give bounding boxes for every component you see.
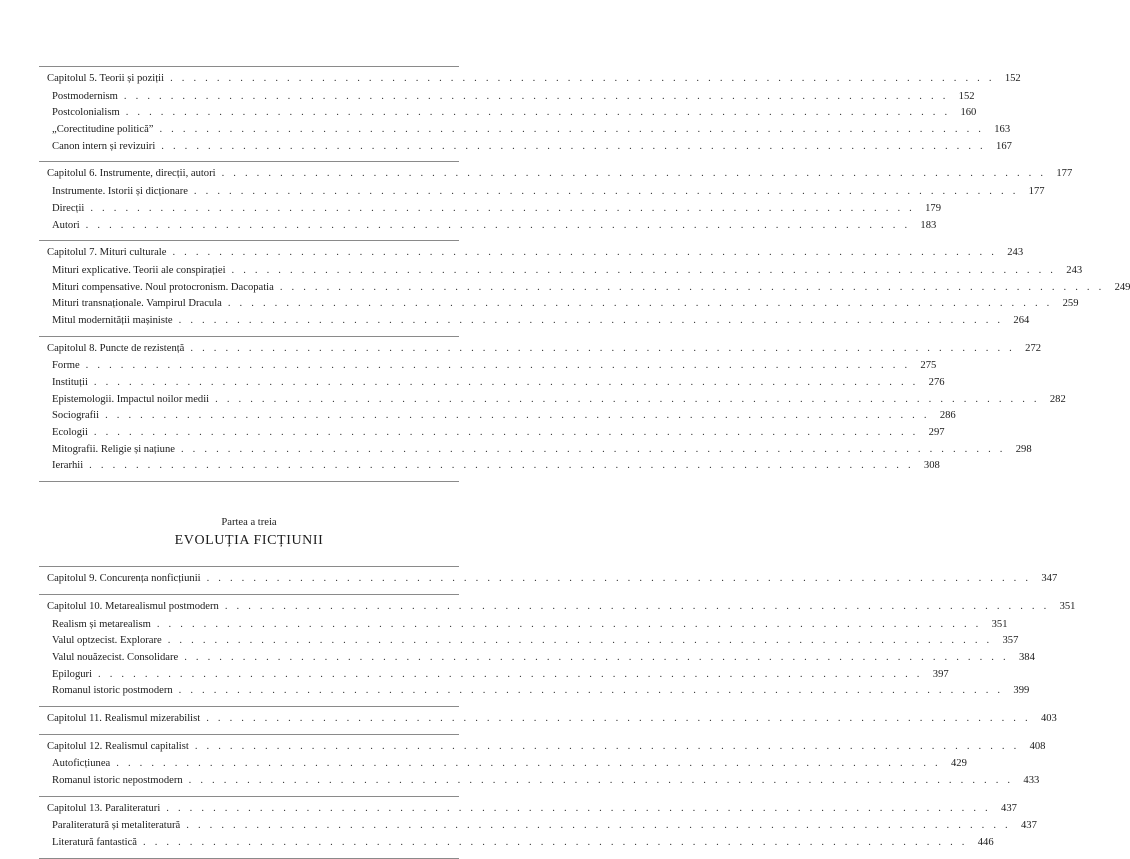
chapter-title: Capitolul 10. Metarealismul postmodern — [47, 600, 219, 612]
page-number: 297 — [928, 427, 945, 439]
subentry-title: Mituri compensative. Noul protocronism. Dacopatia — [52, 281, 274, 293]
page-number: 286 — [939, 410, 956, 422]
page-number: 264 — [1013, 314, 1030, 326]
page-number: 275 — [920, 360, 937, 372]
dot-leader: . . . . . . . . . . . . . . . . . . . . . . . . . . . . . . . . . . . . . . . . . . . . . . . . . . . . . . . . . . . . . . . . . . . . . . . — [172, 247, 998, 259]
page-number: 397 — [932, 668, 949, 680]
subentry-title: Mitografii. Religie și națiune — [52, 443, 175, 455]
subentry-title: Ecologii — [52, 427, 88, 439]
page-number: 163 — [994, 124, 1011, 136]
dot-leader: . . . . . . . . . . . . . . . . . . . . . . . . . . . . . . . . . . . . . . . . . . . . . . . . . . . . . . . . . . . . . . . . . . . . . . . — [279, 281, 1105, 293]
toc-subentry-row — [39, 650, 1035, 667]
dot-leader: . . . . . . . . . . . . . . . . . . . . . . . . . . . . . . . . . . . . . . . . . . . . . . . . . . . . . . . . . . . . . . . . . . . . . . . — [123, 90, 949, 102]
dot-leader: . . . . . . . . . . . . . . . . . . . . . . . . . . . . . . . . . . . . . . . . . . . . . . . . . . . . . . . . . . . . . . . . . . . . . . . — [190, 342, 1016, 354]
chapter-title: Capitolul 8. Puncte de rezistență — [47, 342, 185, 354]
toc-subentry-row — [39, 263, 1083, 280]
dot-leader: . . . . . . . . . . . . . . . . . . . . . . . . . . . . . . . . . . . . . . . . . . . . . . . . . . . . . . . . . . . . . . . . . . . . . . . — [90, 202, 915, 214]
page-number: 384 — [1018, 651, 1035, 663]
chapter-title: Capitolul 6. Instrumente, direcții, autori — [47, 168, 216, 180]
toc-subentry-row — [39, 392, 1066, 409]
toc-chapter-row — [39, 711, 1057, 728]
toc-subentry-row — [39, 773, 1040, 790]
subentry-title: Canon intern și revizuiri — [52, 140, 156, 152]
toc-subentry-row — [39, 633, 1019, 650]
page-number: 446 — [977, 837, 994, 849]
page-number: 152 — [1004, 73, 1021, 84]
page-number: 179 — [925, 202, 941, 214]
toc-chapter-group — [39, 706, 1057, 734]
page-number: 152 — [958, 90, 975, 102]
toc-subentry-row — [39, 201, 941, 218]
toc-chapter-group — [39, 734, 1046, 796]
page-number: 282 — [1049, 393, 1066, 405]
page-number: 167 — [996, 140, 1012, 152]
subentry-title: Literatură fantastică — [52, 837, 137, 849]
toc-section-part-two — [39, 66, 1130, 482]
dot-leader: . . . . . . . . . . . . . . . . . . . . . . . . . . . . . . . . . . . . . . . . . . . . . . . . . . . . . . . . . . . . . . . . . . . . . . . — [194, 740, 1020, 752]
subentry-title: Mituri transnaționale. Vampirul Dracula — [52, 298, 222, 310]
dot-leader: . . . . . . . . . . . . . . . . . . . . . . . . . . . . . . . . . . . . . . . . . . . . . . . . . . . . . . . . . . . . . . . . . . . . . . . — [188, 775, 1014, 786]
subentry-title: Romanul istoric postmodern — [52, 685, 173, 697]
toc-chapter-group — [39, 336, 1066, 483]
toc-chapter-row — [39, 571, 1058, 588]
page-number: 433 — [1023, 775, 1040, 786]
toc-subentry-row — [39, 683, 1030, 700]
subentry-title: Postmodernism — [52, 90, 118, 102]
table-of-contents — [39, 66, 1130, 859]
dot-leader: . . . . . . . . . . . . . . . . . . . . . . . . . . . . . . . . . . . . . . . . . . . . . . . . . . . . . . . . . . . . . . . . . . . . . . . — [206, 712, 1031, 724]
page-number: 160 — [960, 107, 977, 119]
toc-subentry-row — [39, 184, 1045, 201]
subentry-title: Sociografii — [52, 410, 100, 422]
page-number: 408 — [1029, 740, 1046, 752]
dot-leader: . . . . . . . . . . . . . . . . . . . . . . . . . . . . . . . . . . . . . . . . . . . . . . . . . . . . . . . . . . . . . . . . . . . . . . . — [224, 600, 1050, 612]
chapter-title: Capitolul 11. Realismul mizerabilist — [47, 712, 201, 724]
page-number: 259 — [1062, 298, 1079, 310]
toc-subentry-row — [39, 756, 967, 773]
page-number: 399 — [1013, 685, 1030, 697]
page-number: 357 — [1002, 635, 1019, 647]
dot-leader: . . . . . . . . . . . . . . . . . . . . . . . . . . . . . . . . . . . . . . . . . . . . . . . . . . . . . . . . . . . . . . . . . . . . . . . — [98, 668, 923, 680]
page-number: 351 — [991, 618, 1008, 630]
chapter-title: Capitolul 9. Concurența nonficțiunii — [47, 573, 201, 585]
page-number: 351 — [1059, 600, 1076, 612]
dot-leader: . . . . . . . . . . . . . . . . . . . . . . . . . . . . . . . . . . . . . . . . . . . . . . . . . . . . . . . . . . . . . . . . . . . . . . . — [206, 573, 1032, 585]
chapter-title: Capitolul 13. Paraliteraturi — [47, 802, 161, 814]
dot-leader: . . . . . . . . . . . . . . . . . . . . . . . . . . . . . . . . . . . . . . . . . . . . . . . . . . . . . . . . . . . . . . . . . . . . . . . — [159, 124, 985, 136]
subentry-title: Mituri explicative. Teorii ale conspirației — [52, 264, 226, 276]
subentry-title: Valul optzecist. Explorare — [52, 635, 162, 647]
toc-subentry-row — [39, 122, 1011, 139]
toc-subentry-row — [39, 105, 977, 122]
subentry-title: Valul nouăzecist. Consolidare — [52, 651, 179, 663]
toc-section-part-three — [39, 566, 1076, 859]
subentry-title: Epistemologii. Impactul noilor medii — [52, 393, 210, 405]
toc-subentry-row — [39, 458, 940, 475]
dot-leader: . . . . . . . . . . . . . . . . . . . . . . . . . . . . . . . . . . . . . . . . . . . . . . . . . . . . . . . . . . . . . . . . . . . . . . . — [215, 393, 1040, 405]
toc-subentry-row — [39, 617, 1008, 634]
page-number: 437 — [1021, 820, 1037, 832]
page-number: 276 — [928, 377, 945, 388]
toc-subentry-row — [39, 408, 956, 425]
part-heading — [39, 516, 459, 551]
dot-leader: . . . . . . . . . . . . . . . . . . . . . . . . . . . . . . . . . . . . . . . . . . . . . . . . . . . . . . . . . . . . . . . . . . . . . . . — [184, 651, 1009, 663]
dot-leader: . . . . . . . . . . . . . . . . . . . . . . . . . . . . . . . . . . . . . . . . . . . . . . . . . . . . . . . . . . . . . . . . . . . . . . . — [178, 314, 1004, 326]
dot-leader: . . . . . . . . . . . . . . . . . . . . . . . . . . . . . . . . . . . . . . . . . . . . . . . . . . . . . . . . . . . . . . . . . . . . . . . — [156, 618, 982, 630]
toc-subentry-row — [39, 442, 1032, 459]
toc-chapter-row — [39, 71, 1021, 88]
toc-subentry-row — [39, 425, 945, 442]
subentry-title: Postcolonialism — [52, 107, 120, 119]
page-number: 298 — [1015, 443, 1032, 455]
toc-chapter-row — [39, 599, 1076, 616]
toc-subentry-row — [39, 818, 1037, 835]
toc-subentry-row — [39, 139, 1012, 156]
page-number: 347 — [1041, 573, 1058, 585]
dot-leader: . . . . . . . . . . . . . . . . . . . . . . . . . . . . . . . . . . . . . . . . . . . . . . . . . . . . . . . . . . . . . . . . . . . . . . . — [161, 140, 986, 152]
subentry-title: Forme — [52, 360, 80, 372]
subentry-title: Paraliteratură și metaliteratură — [52, 820, 181, 832]
page-number: 243 — [1066, 264, 1083, 276]
toc-subentry-row — [39, 280, 1130, 297]
dot-leader: . . . . . . . . . . . . . . . . . . . . . . . . . . . . . . . . . . . . . . . . . . . . . . . . . . . . . . . . . . . . . . . . . . . . . . . — [116, 758, 941, 770]
toc-chapter-row — [39, 801, 1017, 818]
dot-leader: . . . . . . . . . . . . . . . . . . . . . . . . . . . . . . . . . . . . . . . . . . . . . . . . . . . . . . . . . . . . . . . . . . . . . . . — [166, 802, 991, 814]
dot-leader: . . . . . . . . . . . . . . . . . . . . . . . . . . . . . . . . . . . . . . . . . . . . . . . . . . . . . . . . . . . . . . . . . . . . . . . — [105, 410, 930, 422]
dot-leader: . . . . . . . . . . . . . . . . . . . . . . . . . . . . . . . . . . . . . . . . . . . . . . . . . . . . . . . . . . . . . . . . . . . . . . . — [221, 168, 1047, 180]
dot-leader: . . . . . . . . . . . . . . . . . . . . . . . . . . . . . . . . . . . . . . . . . . . . . . . . . . . . . . . . . . . . . . . . . . . . . . . — [186, 820, 1011, 832]
toc-chapter-row — [39, 166, 1073, 183]
toc-subentry-row — [39, 667, 949, 684]
toc-chapter-row — [39, 739, 1046, 756]
dot-leader: . . . . . . . . . . . . . . . . . . . . . . . . . . . . . . . . . . . . . . . . . . . . . . . . . . . . . . . . . . . . . . . . . . . . . . . — [170, 73, 995, 84]
dot-leader: . . . . . . . . . . . . . . . . . . . . . . . . . . . . . . . . . . . . . . . . . . . . . . . . . . . . . . . . . . . . . . . . . . . . . . . — [193, 186, 1019, 198]
toc-subentry-row — [39, 296, 1079, 313]
dot-leader: . . . . . . . . . . . . . . . . . . . . . . . . . . . . . . . . . . . . . . . . . . . . . . . . . . . . . . . . . . . . . . . . . . . . . . . — [167, 635, 993, 647]
subentry-title: Autoficțiunea — [52, 758, 111, 770]
toc-chapter-group — [39, 594, 1076, 706]
page-number: 308 — [923, 460, 940, 472]
page-number: 177 — [1056, 168, 1073, 180]
dot-leader: . . . . . . . . . . . . . . . . . . . . . . . . . . . . . . . . . . . . . . . . . . . . . . . . . . . . . . . . . . . . . . . . . . . . . . . — [231, 264, 1057, 276]
subentry-title: „Corectitudine politică” — [52, 124, 154, 136]
subentry-title: Mitul modernității mașiniste — [52, 314, 173, 326]
chapter-title: Capitolul 12. Realismul capitalist — [47, 740, 189, 752]
dot-leader: . . . . . . . . . . . . . . . . . . . . . . . . . . . . . . . . . . . . . . . . . . . . . . . . . . . . . . . . . . . . . . . . . . . . . . . — [85, 360, 911, 372]
toc-chapter-group — [39, 796, 1037, 859]
page-number: 272 — [1025, 342, 1042, 354]
subentry-title: Direcții — [52, 202, 85, 214]
page-number: 437 — [1001, 802, 1017, 814]
toc-chapter-group — [39, 161, 1073, 240]
part-label: Partea a treia — [221, 517, 277, 529]
dot-leader: . . . . . . . . . . . . . . . . . . . . . . . . . . . . . . . . . . . . . . . . . . . . . . . . . . . . . . . . . . . . . . . . . . . . . . . — [178, 685, 1004, 697]
dot-leader: . . . . . . . . . . . . . . . . . . . . . . . . . . . . . . . . . . . . . . . . . . . . . . . . . . . . . . . . . . . . . . . . . . . . . . . — [143, 837, 968, 849]
toc-chapter-group — [39, 240, 1130, 335]
subentry-title: Ierarhii — [52, 460, 84, 472]
page-number: 403 — [1040, 712, 1057, 724]
dot-leader: . . . . . . . . . . . . . . . . . . . . . . . . . . . . . . . . . . . . . . . . . . . . . . . . . . . . . . . . . . . . . . . . . . . . . . . — [93, 377, 919, 388]
dot-leader: . . . . . . . . . . . . . . . . . . . . . . . . . . . . . . . . . . . . . . . . . . . . . . . . . . . . . . . . . . . . . . . . . . . . . . . — [89, 460, 914, 472]
toc-chapter-row — [39, 341, 1042, 358]
subentry-title: Romanul istoric nepostmodern — [52, 775, 183, 786]
subentry-title: Instrumente. Istorii și dicționare — [52, 186, 188, 198]
dot-leader: . . . . . . . . . . . . . . . . . . . . . . . . . . . . . . . . . . . . . . . . . . . . . . . . . . . . . . . . . . . . . . . . . . . . . . . — [85, 219, 911, 231]
page-number: 177 — [1028, 186, 1045, 198]
toc-subentry-row — [39, 358, 937, 375]
toc-subentry-row — [39, 218, 937, 235]
toc-subentry-row — [39, 89, 975, 106]
page-number: 243 — [1007, 247, 1024, 259]
subentry-title: Autori — [52, 219, 80, 231]
toc-chapter-row — [39, 245, 1024, 262]
toc-subentry-row — [39, 375, 945, 392]
page-number: 183 — [920, 219, 937, 231]
subentry-title: Instituții — [52, 377, 88, 388]
toc-chapter-group — [39, 66, 1021, 161]
chapter-title: Capitolul 5. Teorii și poziții — [47, 73, 165, 84]
dot-leader: . . . . . . . . . . . . . . . . . . . . . . . . . . . . . . . . . . . . . . . . . . . . . . . . . . . . . . . . . . . . . . . . . . . . . . . — [180, 443, 1006, 455]
toc-chapter-group — [39, 566, 1058, 594]
toc-subentry-row — [39, 313, 1030, 330]
dot-leader: . . . . . . . . . . . . . . . . . . . . . . . . . . . . . . . . . . . . . . . . . . . . . . . . . . . . . . . . . . . . . . . . . . . . . . . — [125, 107, 951, 119]
page-number: 429 — [951, 758, 967, 770]
dot-leader: . . . . . . . . . . . . . . . . . . . . . . . . . . . . . . . . . . . . . . . . . . . . . . . . . . . . . . . . . . . . . . . . . . . . . . . — [227, 298, 1053, 310]
page-number: 249 — [1114, 281, 1130, 293]
subentry-title: Epiloguri — [52, 668, 93, 680]
dot-leader: . . . . . . . . . . . . . . . . . . . . . . . . . . . . . . . . . . . . . . . . . . . . . . . . . . . . . . . . . . . . . . . . . . . . . . . — [93, 427, 919, 439]
chapter-title: Capitolul 7. Mituri culturale — [47, 247, 167, 259]
toc-subentry-row — [39, 835, 994, 852]
subentry-title: Realism și metarealism — [52, 618, 151, 630]
part-title: EVOLUȚIA FICȚIUNII — [174, 533, 324, 549]
